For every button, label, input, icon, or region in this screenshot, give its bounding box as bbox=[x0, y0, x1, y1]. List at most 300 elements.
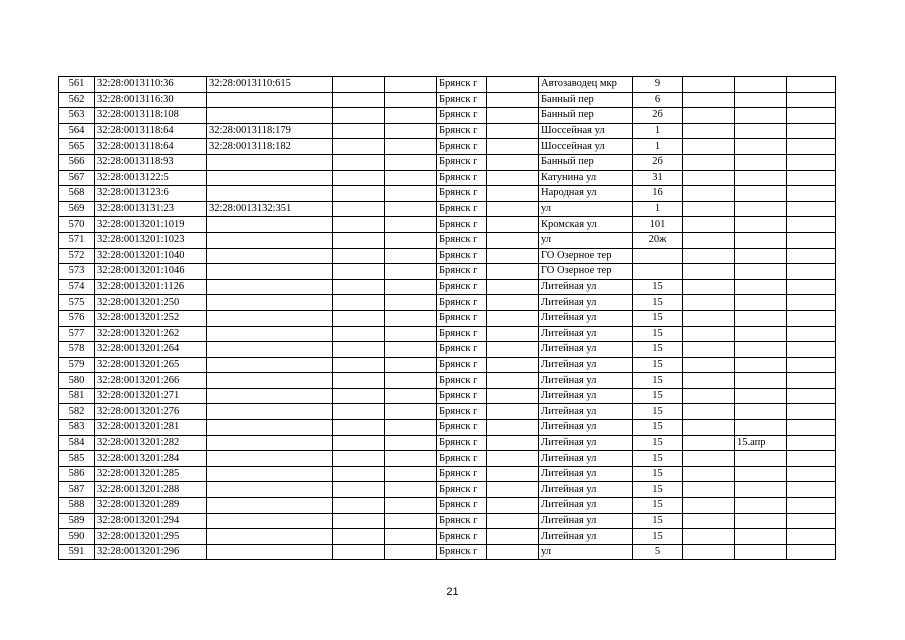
row-number-cell: 587 bbox=[59, 482, 95, 498]
house-number-cell: 15 bbox=[633, 342, 683, 358]
empty-cell bbox=[787, 264, 836, 280]
table-row bbox=[59, 342, 836, 358]
empty-cell bbox=[333, 186, 385, 202]
house-number-cell: 31 bbox=[633, 170, 683, 186]
empty-cell bbox=[487, 342, 539, 358]
empty-cell bbox=[487, 420, 539, 436]
page-number: 21 bbox=[446, 586, 459, 598]
street-cell: Шоссейная ул bbox=[539, 139, 633, 155]
city-cell: Брянск г bbox=[437, 544, 487, 560]
empty-cell bbox=[385, 186, 437, 202]
row-number-cell: 570 bbox=[59, 217, 95, 233]
empty-cell bbox=[787, 123, 836, 139]
empty-cell bbox=[487, 232, 539, 248]
street-cell: Литейная ул bbox=[539, 513, 633, 529]
empty-cell bbox=[683, 139, 735, 155]
empty-cell bbox=[385, 498, 437, 514]
related-cadastral-number-cell: 32:28:0013118:182 bbox=[207, 139, 333, 155]
empty-cell bbox=[683, 295, 735, 311]
related-cadastral-number-cell bbox=[207, 388, 333, 404]
table-row bbox=[59, 108, 836, 124]
cadastral-number-cell: 32:28:0013201:252 bbox=[95, 310, 207, 326]
empty-cell bbox=[787, 232, 836, 248]
empty-cell bbox=[333, 357, 385, 373]
empty-cell bbox=[487, 264, 539, 280]
city-cell: Брянск г bbox=[437, 139, 487, 155]
empty-cell bbox=[385, 77, 437, 93]
city-cell: Брянск г bbox=[437, 373, 487, 389]
street-cell: Литейная ул bbox=[539, 295, 633, 311]
related-cadastral-number-cell bbox=[207, 279, 333, 295]
cadastral-number-cell: 32:28:0013201:1040 bbox=[95, 248, 207, 264]
city-cell: Брянск г bbox=[437, 154, 487, 170]
street-cell: Литейная ул bbox=[539, 310, 633, 326]
city-cell: Брянск г bbox=[437, 342, 487, 358]
table-row bbox=[59, 139, 836, 155]
table-row bbox=[59, 513, 836, 529]
street-cell: Катунина ул bbox=[539, 170, 633, 186]
empty-cell bbox=[683, 466, 735, 482]
empty-cell bbox=[333, 154, 385, 170]
empty-cell bbox=[385, 154, 437, 170]
empty-cell bbox=[683, 435, 735, 451]
street-cell: Литейная ул bbox=[539, 404, 633, 420]
empty-cell bbox=[787, 139, 836, 155]
empty-cell bbox=[787, 544, 836, 560]
city-cell: Брянск г bbox=[437, 404, 487, 420]
empty-cell bbox=[683, 201, 735, 217]
house-number-cell bbox=[633, 264, 683, 280]
empty-cell bbox=[787, 451, 836, 467]
empty-cell bbox=[385, 170, 437, 186]
row-number-cell: 577 bbox=[59, 326, 95, 342]
related-cadastral-number-cell bbox=[207, 513, 333, 529]
house-number-cell: 15 bbox=[633, 373, 683, 389]
row-number-cell: 584 bbox=[59, 435, 95, 451]
city-cell: Брянск г bbox=[437, 420, 487, 436]
table-row bbox=[59, 498, 836, 514]
table-row bbox=[59, 217, 836, 233]
cadastral-number-cell: 32:28:0013123:6 bbox=[95, 186, 207, 202]
house-number-cell: 15 bbox=[633, 326, 683, 342]
house-number-cell: 15 bbox=[633, 357, 683, 373]
empty-cell bbox=[487, 217, 539, 233]
empty-cell bbox=[333, 295, 385, 311]
empty-cell bbox=[683, 310, 735, 326]
house-number-cell: 101 bbox=[633, 217, 683, 233]
related-cadastral-number-cell bbox=[207, 186, 333, 202]
row-number-cell: 575 bbox=[59, 295, 95, 311]
cadastral-number-cell: 32:28:0013201:262 bbox=[95, 326, 207, 342]
empty-cell bbox=[487, 529, 539, 545]
house-number-cell: 15 bbox=[633, 529, 683, 545]
empty-cell bbox=[787, 498, 836, 514]
note-cell bbox=[735, 373, 787, 389]
street-cell: Литейная ул bbox=[539, 388, 633, 404]
empty-cell bbox=[333, 217, 385, 233]
table-row bbox=[59, 388, 836, 404]
empty-cell bbox=[683, 232, 735, 248]
empty-cell bbox=[385, 451, 437, 467]
empty-cell bbox=[385, 248, 437, 264]
empty-cell bbox=[333, 123, 385, 139]
empty-cell bbox=[333, 529, 385, 545]
empty-cell bbox=[385, 357, 437, 373]
table-row bbox=[59, 170, 836, 186]
table-row bbox=[59, 264, 836, 280]
table-body bbox=[59, 77, 836, 560]
empty-cell bbox=[487, 92, 539, 108]
house-number-cell: 1 bbox=[633, 139, 683, 155]
house-number-cell: 15 bbox=[633, 388, 683, 404]
cadastral-number-cell: 32:28:0013201:264 bbox=[95, 342, 207, 358]
empty-cell bbox=[487, 123, 539, 139]
empty-cell bbox=[385, 420, 437, 436]
empty-cell bbox=[333, 170, 385, 186]
street-cell: ул bbox=[539, 232, 633, 248]
cadastral-number-cell: 32:28:0013118:64 bbox=[95, 139, 207, 155]
empty-cell bbox=[385, 310, 437, 326]
table-row bbox=[59, 544, 836, 560]
street-cell: Литейная ул bbox=[539, 342, 633, 358]
empty-cell bbox=[487, 326, 539, 342]
city-cell: Брянск г bbox=[437, 357, 487, 373]
empty-cell bbox=[385, 264, 437, 280]
empty-cell bbox=[487, 466, 539, 482]
related-cadastral-number-cell: 32:28:0013118:179 bbox=[207, 123, 333, 139]
row-number-cell: 576 bbox=[59, 310, 95, 326]
city-cell: Брянск г bbox=[437, 482, 487, 498]
street-cell: ул bbox=[539, 544, 633, 560]
empty-cell bbox=[487, 77, 539, 93]
note-cell bbox=[735, 279, 787, 295]
empty-cell bbox=[385, 326, 437, 342]
house-number-cell: 15 bbox=[633, 295, 683, 311]
cadastral-number-cell: 32:28:0013116:30 bbox=[95, 92, 207, 108]
related-cadastral-number-cell bbox=[207, 295, 333, 311]
related-cadastral-number-cell: 32:28:0013132:351 bbox=[207, 201, 333, 217]
empty-cell bbox=[385, 342, 437, 358]
related-cadastral-number-cell bbox=[207, 342, 333, 358]
row-number-cell: 564 bbox=[59, 123, 95, 139]
empty-cell bbox=[385, 139, 437, 155]
cadastral-number-cell: 32:28:0013201:1023 bbox=[95, 232, 207, 248]
empty-cell bbox=[787, 482, 836, 498]
empty-cell bbox=[333, 404, 385, 420]
note-cell bbox=[735, 201, 787, 217]
row-number-cell: 562 bbox=[59, 92, 95, 108]
city-cell: Брянск г bbox=[437, 451, 487, 467]
empty-cell bbox=[385, 404, 437, 420]
empty-cell bbox=[487, 498, 539, 514]
street-cell: Литейная ул bbox=[539, 357, 633, 373]
house-number-cell: 15 bbox=[633, 310, 683, 326]
note-cell bbox=[735, 154, 787, 170]
note-cell bbox=[735, 186, 787, 202]
note-cell bbox=[735, 466, 787, 482]
related-cadastral-number-cell bbox=[207, 357, 333, 373]
note-cell bbox=[735, 264, 787, 280]
empty-cell bbox=[683, 357, 735, 373]
empty-cell bbox=[385, 217, 437, 233]
cadastral-number-cell: 32:28:0013201:296 bbox=[95, 544, 207, 560]
cadastral-number-cell: 32:28:0013201:1019 bbox=[95, 217, 207, 233]
empty-cell bbox=[333, 420, 385, 436]
note-cell bbox=[735, 77, 787, 93]
city-cell: Брянск г bbox=[437, 217, 487, 233]
empty-cell bbox=[385, 123, 437, 139]
empty-cell bbox=[683, 248, 735, 264]
empty-cell bbox=[333, 482, 385, 498]
row-number-cell: 589 bbox=[59, 513, 95, 529]
empty-cell bbox=[385, 513, 437, 529]
house-number-cell bbox=[633, 248, 683, 264]
cadastral-number-cell: 32:28:0013201:285 bbox=[95, 466, 207, 482]
empty-cell bbox=[487, 295, 539, 311]
row-number-cell: 568 bbox=[59, 186, 95, 202]
city-cell: Брянск г bbox=[437, 498, 487, 514]
empty-cell bbox=[487, 139, 539, 155]
table-row bbox=[59, 326, 836, 342]
note-cell bbox=[735, 139, 787, 155]
cadastral-number-cell: 32:28:0013201:294 bbox=[95, 513, 207, 529]
cadastral-number-cell: 32:28:0013201:271 bbox=[95, 388, 207, 404]
empty-cell bbox=[385, 92, 437, 108]
empty-cell bbox=[333, 435, 385, 451]
empty-cell bbox=[333, 451, 385, 467]
empty-cell bbox=[787, 342, 836, 358]
empty-cell bbox=[787, 326, 836, 342]
city-cell: Брянск г bbox=[437, 513, 487, 529]
empty-cell bbox=[787, 170, 836, 186]
table-row bbox=[59, 482, 836, 498]
empty-cell bbox=[787, 217, 836, 233]
empty-cell bbox=[333, 201, 385, 217]
cadastral-number-cell: 32:28:0013131:23 bbox=[95, 201, 207, 217]
table-row bbox=[59, 373, 836, 389]
empty-cell bbox=[787, 404, 836, 420]
empty-cell bbox=[787, 529, 836, 545]
empty-cell bbox=[683, 529, 735, 545]
related-cadastral-number-cell bbox=[207, 310, 333, 326]
empty-cell bbox=[487, 201, 539, 217]
empty-cell bbox=[385, 544, 437, 560]
cadastral-number-cell: 32:28:0013110:36 bbox=[95, 77, 207, 93]
table-row bbox=[59, 404, 836, 420]
street-cell: Кромская ул bbox=[539, 217, 633, 233]
note-cell bbox=[735, 123, 787, 139]
house-number-cell: 16 bbox=[633, 186, 683, 202]
note-cell bbox=[735, 232, 787, 248]
cadastral-number-cell: 32:28:0013201:289 bbox=[95, 498, 207, 514]
row-number-cell: 563 bbox=[59, 108, 95, 124]
row-number-cell: 572 bbox=[59, 248, 95, 264]
house-number-cell: 1 bbox=[633, 123, 683, 139]
note-cell bbox=[735, 498, 787, 514]
city-cell: Брянск г bbox=[437, 108, 487, 124]
city-cell: Брянск г bbox=[437, 310, 487, 326]
empty-cell bbox=[487, 108, 539, 124]
city-cell: Брянск г bbox=[437, 264, 487, 280]
empty-cell bbox=[787, 295, 836, 311]
house-number-cell: 15 bbox=[633, 451, 683, 467]
street-cell: Народная ул bbox=[539, 186, 633, 202]
empty-cell bbox=[333, 544, 385, 560]
empty-cell bbox=[487, 544, 539, 560]
empty-cell bbox=[385, 482, 437, 498]
house-number-cell: 6 bbox=[633, 92, 683, 108]
cadastral-number-cell: 32:28:0013201:1046 bbox=[95, 264, 207, 280]
street-cell: Банный пер bbox=[539, 108, 633, 124]
table-row bbox=[59, 248, 836, 264]
city-cell: Брянск г bbox=[437, 388, 487, 404]
note-cell bbox=[735, 529, 787, 545]
empty-cell bbox=[683, 264, 735, 280]
empty-cell bbox=[487, 388, 539, 404]
empty-cell bbox=[385, 373, 437, 389]
empty-cell bbox=[683, 77, 735, 93]
cadastral-number-cell: 32:28:0013201:284 bbox=[95, 451, 207, 467]
table-row bbox=[59, 201, 836, 217]
empty-cell bbox=[683, 154, 735, 170]
empty-cell bbox=[683, 404, 735, 420]
related-cadastral-number-cell bbox=[207, 498, 333, 514]
street-cell: ул bbox=[539, 201, 633, 217]
related-cadastral-number-cell bbox=[207, 170, 333, 186]
street-cell: Литейная ул bbox=[539, 498, 633, 514]
note-cell bbox=[735, 326, 787, 342]
row-number-cell: 585 bbox=[59, 451, 95, 467]
empty-cell bbox=[487, 186, 539, 202]
street-cell: Литейная ул bbox=[539, 420, 633, 436]
empty-cell bbox=[333, 310, 385, 326]
street-cell: Литейная ул bbox=[539, 451, 633, 467]
related-cadastral-number-cell bbox=[207, 544, 333, 560]
empty-cell bbox=[787, 357, 836, 373]
empty-cell bbox=[683, 544, 735, 560]
note-cell bbox=[735, 404, 787, 420]
table-row bbox=[59, 529, 836, 545]
related-cadastral-number-cell bbox=[207, 108, 333, 124]
row-number-cell: 574 bbox=[59, 279, 95, 295]
row-number-cell: 561 bbox=[59, 77, 95, 93]
city-cell: Брянск г bbox=[437, 92, 487, 108]
empty-cell bbox=[683, 170, 735, 186]
empty-cell bbox=[683, 373, 735, 389]
street-cell: Литейная ул bbox=[539, 279, 633, 295]
empty-cell bbox=[683, 420, 735, 436]
cadastral-number-cell: 32:28:0013201:281 bbox=[95, 420, 207, 436]
table-row bbox=[59, 232, 836, 248]
cadastral-number-cell: 32:28:0013118:108 bbox=[95, 108, 207, 124]
row-number-cell: 567 bbox=[59, 170, 95, 186]
cadastral-number-cell: 32:28:0013201:288 bbox=[95, 482, 207, 498]
empty-cell bbox=[787, 92, 836, 108]
row-number-cell: 565 bbox=[59, 139, 95, 155]
table-row bbox=[59, 310, 836, 326]
row-number-cell: 578 bbox=[59, 342, 95, 358]
table-row bbox=[59, 77, 836, 93]
empty-cell bbox=[333, 342, 385, 358]
row-number-cell: 573 bbox=[59, 264, 95, 280]
note-cell bbox=[735, 342, 787, 358]
empty-cell bbox=[333, 373, 385, 389]
empty-cell bbox=[333, 279, 385, 295]
empty-cell bbox=[333, 388, 385, 404]
empty-cell bbox=[787, 77, 836, 93]
related-cadastral-number-cell bbox=[207, 404, 333, 420]
related-cadastral-number-cell: 32:28:0013110:615 bbox=[207, 77, 333, 93]
related-cadastral-number-cell bbox=[207, 482, 333, 498]
city-cell: Брянск г bbox=[437, 435, 487, 451]
row-number-cell: 582 bbox=[59, 404, 95, 420]
related-cadastral-number-cell bbox=[207, 154, 333, 170]
table-row bbox=[59, 92, 836, 108]
note-cell bbox=[735, 108, 787, 124]
empty-cell bbox=[683, 123, 735, 139]
city-cell: Брянск г bbox=[437, 326, 487, 342]
street-cell: Шоссейная ул bbox=[539, 123, 633, 139]
empty-cell bbox=[787, 108, 836, 124]
empty-cell bbox=[385, 201, 437, 217]
street-cell: Литейная ул bbox=[539, 326, 633, 342]
city-cell: Брянск г bbox=[437, 170, 487, 186]
cadastral-number-cell: 32:28:0013201:295 bbox=[95, 529, 207, 545]
empty-cell bbox=[787, 154, 836, 170]
cadastral-number-cell: 32:28:0013201:266 bbox=[95, 373, 207, 389]
street-cell: ГО Озерное тер bbox=[539, 248, 633, 264]
empty-cell bbox=[333, 513, 385, 529]
row-number-cell: 581 bbox=[59, 388, 95, 404]
empty-cell bbox=[385, 232, 437, 248]
house-number-cell: 15 bbox=[633, 498, 683, 514]
empty-cell bbox=[333, 466, 385, 482]
empty-cell bbox=[683, 482, 735, 498]
row-number-cell: 590 bbox=[59, 529, 95, 545]
empty-cell bbox=[487, 404, 539, 420]
empty-cell bbox=[487, 248, 539, 264]
empty-cell bbox=[487, 451, 539, 467]
city-cell: Брянск г bbox=[437, 248, 487, 264]
empty-cell bbox=[683, 342, 735, 358]
house-number-cell: 2б bbox=[633, 154, 683, 170]
note-cell bbox=[735, 388, 787, 404]
house-number-cell: 15 bbox=[633, 420, 683, 436]
related-cadastral-number-cell bbox=[207, 466, 333, 482]
empty-cell bbox=[487, 279, 539, 295]
house-number-cell: 5 bbox=[633, 544, 683, 560]
related-cadastral-number-cell bbox=[207, 326, 333, 342]
empty-cell bbox=[487, 373, 539, 389]
table-row bbox=[59, 186, 836, 202]
records-table bbox=[58, 76, 836, 560]
empty-cell bbox=[333, 232, 385, 248]
table-row bbox=[59, 123, 836, 139]
empty-cell bbox=[787, 201, 836, 217]
empty-cell bbox=[787, 466, 836, 482]
empty-cell bbox=[787, 373, 836, 389]
row-number-cell: 566 bbox=[59, 154, 95, 170]
related-cadastral-number-cell bbox=[207, 217, 333, 233]
related-cadastral-number-cell bbox=[207, 248, 333, 264]
empty-cell bbox=[487, 154, 539, 170]
empty-cell bbox=[787, 388, 836, 404]
cadastral-number-cell: 32:28:0013201:1126 bbox=[95, 279, 207, 295]
empty-cell bbox=[787, 248, 836, 264]
note-cell bbox=[735, 482, 787, 498]
street-cell: Литейная ул bbox=[539, 466, 633, 482]
empty-cell bbox=[487, 435, 539, 451]
